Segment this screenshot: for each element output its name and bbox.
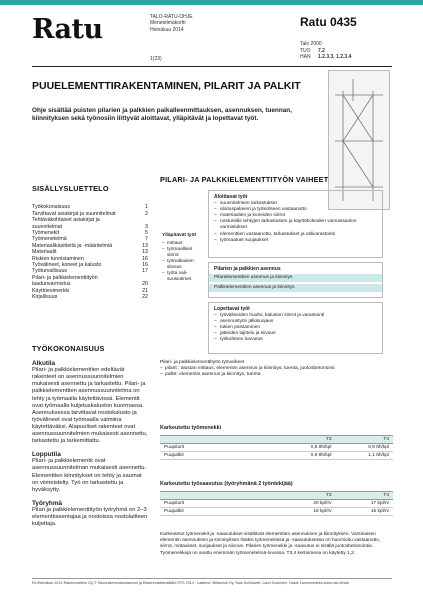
classification-key: TUO (300, 47, 311, 54)
toc-item-label: Tehtäväkohtaiset asiakirjat ja (32, 217, 100, 224)
toc-item-label: Työturvallisuus (32, 268, 68, 275)
toc-item-label: Työvälineet, koneet ja kalusto (32, 262, 102, 269)
classification-value: 7.2 (318, 47, 325, 54)
starting-work-item: – elementtien vastaanotto, tarkastukset ja välivarastointi (214, 232, 377, 238)
toc-item-label: laadunvarmistus (32, 281, 71, 288)
table-cell: Puupalkit (160, 508, 278, 516)
toc-item (32, 294, 148, 300)
classification-value: 1.2.3.3, 1.2.3.4 (318, 54, 352, 60)
toc-item-label: Materiaalikäsitteitä ja -määritelmiä (32, 242, 113, 249)
table-cell: 0,9 tth/kpl (278, 452, 336, 460)
toc-item-page: 13 (142, 242, 148, 249)
toc-item-page: 21 (142, 287, 148, 294)
page-footer: RL/Heinäkuu 2014 Rakennustieto Oy © Talonrakennustuotannon ja Rakennustietosäätiö RTS 2014 · Laatinut: Mittaviiva Oy, Satu Schildwelt, Lauri Koskinen, Oskar Lammenranta www.ratu.fi/ratu (32, 578, 392, 585)
page-title: PUUELEMENTTIRAKENTAMINEN, PILARIT JA PALKIT (32, 80, 301, 92)
table-cell: Puupalkit (160, 452, 278, 460)
toc-item-page: 17 (142, 268, 148, 275)
ratu-number: Ratu 0435 (300, 15, 357, 29)
toc-item-label: Riskien tunnistaminen (32, 255, 84, 262)
toc-item-page: 5 (145, 230, 148, 237)
document-meta (150, 14, 193, 33)
table-notes: Karkeutetut työmenekit ja -saavutukset sisältävät elementtien asennuksen ja kiinnityksen. Varsinaisen elementin asennuksen ja kiinnityksen lisäksi työmenekissä ja -saavutuksessa on huomioitu vastaanotto, siirrot, mittaukset, suojaukset ja siivous. Pilarien työmenekki ja -saavutus ei sisällä juotosbetonointia. Työmenekkejä on avattu enemmän työmenetelmä-luvussa. T3,4 kertoimena on käytetty 1,2. (160, 532, 381, 556)
toc-item-label: Työmenetelmä (32, 236, 67, 243)
maintaining-work (162, 233, 200, 283)
table-row (160, 500, 393, 508)
labor-table (160, 435, 393, 460)
output-table (160, 491, 393, 516)
toc-item-label: Kirjallisuus (32, 294, 58, 301)
phases-summary-item: – pilarit : alustan mittaus, elementin asennus ja kiinnitys, tuenta, juotosbetonointi (160, 366, 393, 372)
labor-table-caption: Karkeutettu työmenekki (160, 425, 222, 431)
table-cell: 17 kpl/rv (336, 500, 394, 508)
toc-item-page: 1 (145, 204, 148, 211)
section-title: Työryhmä (32, 499, 63, 507)
work-heading: TYÖKOKONAISUUS (32, 344, 105, 353)
maintaining-work-title: Ylläpitävät työt (162, 233, 197, 238)
table-cell: 0,9 tth/kpl (336, 444, 394, 452)
toc-heading: SISÄLLYSLUETTELO (32, 184, 109, 193)
maintaining-work-list (162, 241, 200, 283)
toc-item-page: 13 (142, 249, 148, 256)
maintaining-work-item: – työmaalliset siirrot (162, 247, 200, 259)
table-header-cell: T3 (278, 492, 336, 500)
phases-summary-item: – palkit: elementin asennus ja kiinnitys, tuenta (160, 372, 393, 378)
phases-heading: PILARI- JA PALKKIELEMENTTITYÖN VAIHEET (160, 175, 329, 184)
phases-summary (160, 360, 393, 378)
section-title: Lopputila (32, 451, 61, 459)
toc-item-label: Pilari- ja palkkielementtityön (32, 274, 98, 281)
table-header-cell: T4 (336, 492, 394, 500)
toc-item-label: Materiaalit (32, 249, 57, 256)
table-cell: 15 kpl/rv (336, 508, 394, 516)
classification-key: Talo 2000 (300, 41, 322, 47)
installation-step: Pilarielementtien asennus ja kiinnitys (209, 274, 382, 282)
table-row (160, 452, 393, 460)
finishing-work-list (214, 313, 377, 343)
work-entity (32, 345, 148, 528)
header-divider (32, 66, 392, 67)
classification-info (300, 41, 351, 61)
toc-item-page: 20 (142, 281, 148, 288)
meta-line: TALO-RATU-OHJE (150, 14, 193, 20)
table-cell: 0,8 tth/kpl (278, 444, 336, 452)
table-cell: Puupilarit (160, 500, 278, 508)
finishing-work-item: – jätteiden lajittelu ja siivous (214, 331, 377, 337)
maintaining-work-item: – työta vali-suusiotimet (162, 271, 200, 283)
section-text: Pilari- ja palkkielementit ovat asennussuunnitelman mukaisesti asennettu. Elementtien kiinnitykset on tehty ja saumat on viimeistelty. Työ on tarkastettu ja hyväksytty. (32, 458, 147, 493)
table-header-cell (160, 492, 278, 500)
timber-frame-drawing (329, 71, 389, 209)
table-cell: 1,1 tth/kpl (336, 452, 394, 460)
section-title: Alkutila (32, 360, 56, 368)
meta-line: Menetelmäkortti (150, 20, 186, 27)
starting-work-title: Aloittavat työt (214, 194, 248, 200)
toc-item-page: 22 (142, 294, 148, 301)
classification-key: HAN (300, 54, 311, 60)
table-cell: 20 kpl/rv (278, 500, 336, 508)
ratu-logo: Ratu (32, 14, 103, 45)
maintaining-work-item: – mittaus (162, 241, 200, 247)
table-row (160, 508, 393, 516)
installation-title: Pilarien ja palkkien asennus (214, 266, 281, 272)
toc-item-page: 16 (142, 255, 148, 262)
starting-work-item: – materiaalien ja koneiden siirrot (214, 213, 377, 219)
starting-work-item: – aloituspalaveri ja työkohteen vastaanotto (214, 207, 377, 213)
finishing-work-item: – työkohteen luovutus (214, 337, 377, 343)
finishing-work-title: Lopettavat työt (214, 306, 250, 312)
finishing-work-box (208, 302, 383, 354)
toc-item-label: Tarvittavat asiakirjat ja suunnitelmat (32, 210, 116, 217)
top-accent-bar (0, 0, 423, 5)
toc-item-label: Käyttöesimerkki (32, 287, 70, 294)
table-cell: Puupilarit (160, 444, 278, 452)
finishing-work-item: – asennustyön jälkisuojaus (214, 319, 377, 325)
installation-box (208, 262, 383, 298)
toc-item-page: 3 (145, 223, 148, 230)
table-cell: 18 kpl/rv (278, 508, 336, 516)
toc-list (32, 204, 148, 300)
meta-line: Heinäkuu 2014 (150, 26, 184, 33)
table-header-row (160, 492, 393, 500)
table-row (160, 444, 393, 452)
installation-step: Palkkielementtien asennus ja kiinnitys (209, 284, 382, 292)
finishing-work-item: – tukien poistaminen (214, 325, 377, 331)
table-of-contents (32, 186, 148, 301)
section-text: Pilari ja palkkielementtityön työryhmä on 2–3 elementtiasentajaa ja nostoissa nostolaitteen kuljettaja. (32, 506, 148, 528)
finishing-work-item: – työvälineiden huolto, kaluston siirrot ja varastointi (214, 313, 377, 319)
toc-item-page: 7 (145, 236, 148, 243)
structure-illustration (328, 70, 390, 210)
section-text: Pilari- ja palkkielementtien edeltävät rakenteet on asennussuunnitelmien mukaisesti asennettu ja tarkastettu. Pilari- ja palkkielementtien asennussuunnitelma on tehty ja työmaalla käytettävissä. Elementit ovat työmaalla kuljetuskaluston kuormassa. Asennuksessa tarvittavat nostokalusto ja työvälineet ovat työmaalla valmiina käytettäväksi. Alapuoliset rakenteet ovat asennussuunnitelmien mukaisesti asennettu, tarkastettu ja tarkemittattu. (32, 367, 148, 445)
toc-item-page: 2 (145, 210, 148, 217)
starting-work-item: – suunnitelmien tarkastukset (214, 201, 377, 207)
table-header-cell: T3 (278, 436, 336, 444)
starting-work-box (208, 190, 383, 258)
toc-item-label: Työkokonaisuus (32, 204, 70, 211)
starting-work-item: – työmaatuet suojaukset (214, 238, 377, 244)
intro-text: Ohje sisältää puisten pilarien ja palkkien paikalleenmittauksen, asennuksen, tuennan, kiinnityksen sekä työnosiin liittyvät aloittavat, ylläpitävät ja lopettavat työt. (32, 107, 292, 123)
page-number: 1(23) (150, 56, 162, 62)
starting-work-list (214, 201, 377, 244)
table-header-row (160, 436, 393, 444)
maintaining-work-item: – työnalkaisen siivous (162, 259, 200, 271)
table-header-cell: T4 (336, 436, 394, 444)
classification-row (300, 54, 351, 61)
output-table-caption: Karkeutettu työsaavutus (työryhmänä 2 työntekijää) (160, 481, 293, 487)
toc-item-page: 16 (142, 262, 148, 269)
phases-summary-title: Pilari- ja palkkielementtityön työvaiheet (160, 360, 245, 365)
starting-work-item: – nostureille tehtyjen tarkastusten ja käyttökokeiden voimassaolon varmistukset (214, 219, 377, 231)
toc-item-label: Työmenekit (32, 230, 60, 237)
toc-item-label: suunnitelmat (32, 223, 63, 230)
table-header-cell (160, 436, 278, 444)
